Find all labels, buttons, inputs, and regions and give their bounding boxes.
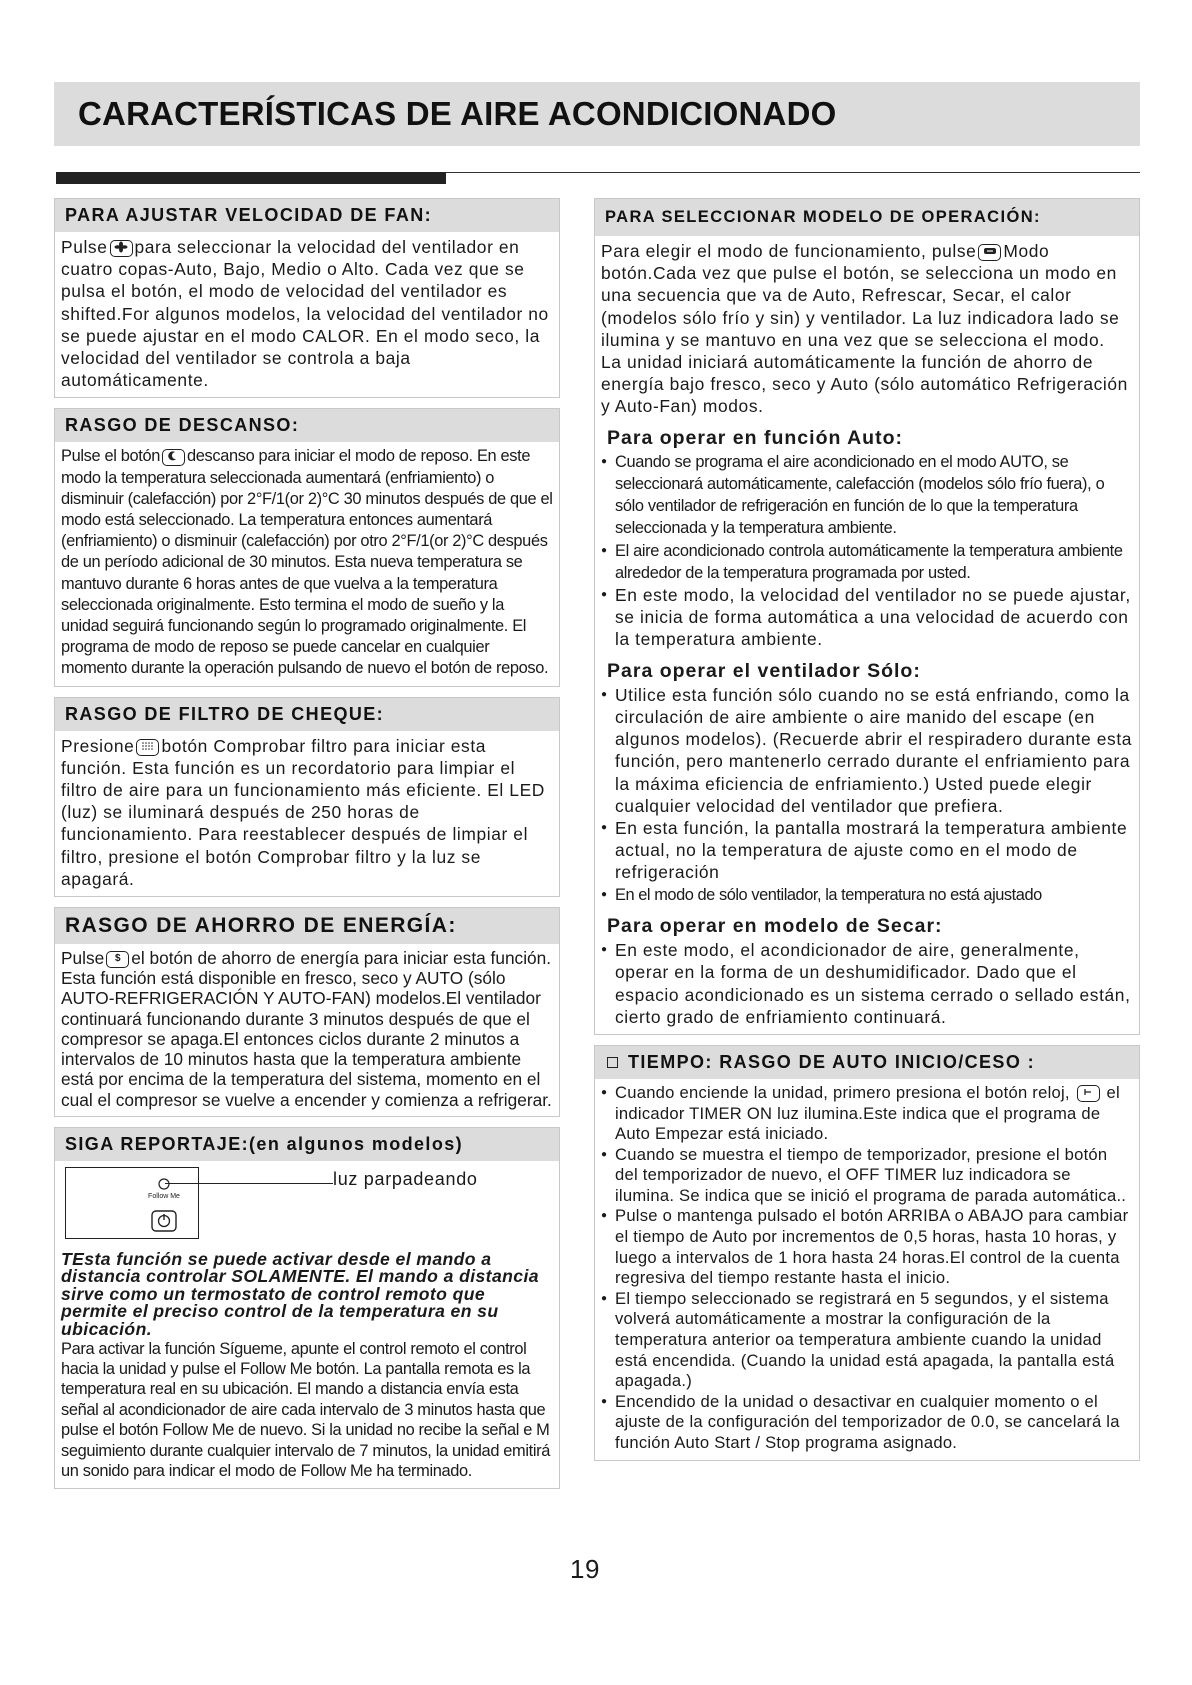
list-item: ● El aire acondicionado controla automáticamente la temperatura ambiente alrededor de la temperatura programada por usted. [601,540,1133,584]
filter-body [55,731,559,896]
timer-item1-b: el indicador TIMER ON luz ilumina.Este indica que el programa de Auto Empezar está iniciado. [615,1082,1120,1144]
page-number: 19 [570,1554,600,1584]
moon-icon [162,449,185,466]
sleep-section [54,408,560,686]
energy-section [54,907,560,1117]
energy-heading: RASGO DE AHORRO DE ENERGÍA: [55,908,559,944]
dollar-icon: $ [106,951,129,968]
auto-subtitle: Para operar en función Auto: [607,426,903,449]
header-rule-thin [446,172,1140,173]
follow-me-button-label: Follow Me [148,1192,180,1200]
mode-text-a: Para elegir el modo de funcionamiento, pulse [601,241,977,261]
mode-icon [978,244,1001,261]
remote-panel [65,1167,199,1239]
follow-me-body [55,1161,559,1488]
list-item: ● En esta función, la pantalla mostrará la temperatura ambiente actual, no la temperatura de ajuste como en el modo de refrigeración [601,817,1133,884]
mode-body [595,236,1139,1034]
follow-me-italic-note: TEsta función se puede activar desde el mando a distancia controlar SOLAMENTE. El mando a distancia sirve como un termostato de control remoto que permite el preciso control de la temperatura en su ubicación. [61,1248,539,1340]
list-item: ● En este modo, el acondicionador de aire, generalmente, operar en la forma de un deshumidificador. Dado que el espacio acondicionado es un sistema cerrado o sellado están, cierto grado de enfriamiento continuará. [601,939,1133,1028]
energy-text-b: el botón de ahorro de energía para iniciar esta función. Esta función está disponible en fresco, seco y AUTO (sólo AUTO-REFRIGERACIÓN Y AUTO-FAN) modelos.El ventilador continuará funcionando durante 3 minutos después de que el compresor se apaga.El entonces ciclos durante 2 minutos a intervalos de 10 minutos hasta que la temperatura ambiente está por encima de la temperatura del sistema, momento en el cual el compresor se vuelve a encender y comienza a refrigerar. [61,948,552,1110]
filter-section [54,697,560,897]
list-item: ● En el modo de sólo ventilador, la temperatura no está ajustado [601,884,1133,906]
mode-section [594,198,1140,1035]
sleep-text-a: Pulse el botón [61,447,160,466]
dry-list [601,939,1133,1028]
list-item: ● Cuando se muestra el tiempo de temporizador, presione el botón del temporizador de nuevo, el OFF TIMER luz indicadora se ilumina. Se indica que se inició el programa de parada automática.. [601,1145,1133,1207]
list-item: ● Cuando se programa el aire acondicionado en el modo AUTO, se seleccionará automáticamente, calefacción (modelos sólo frío fuera), o sólo ventilador de refrigeración en función de lo que la temperatura seleccionada y la temperatura ambiente. [601,451,1133,540]
timer-section [594,1045,1140,1461]
dry-subtitle: Para operar en modelo de Secar: [607,914,943,937]
filter-heading: RASGO DE FILTRO DE CHEQUE: [55,698,559,731]
auto-list [601,451,1133,651]
clock-icon [1077,1085,1100,1102]
list-item [601,1083,1133,1145]
timer-item1-a: Cuando enciende la unidad, primero presiona el botón reloj, [615,1082,1070,1102]
indicator-label: luz parpadeando [333,1168,478,1189]
fan-text-a: Pulse [61,237,108,257]
fan-text-b: para seleccionar la velocidad del ventilador en cuatro copas-Auto, Bajo, Medio o Alto. Cada vez que se pulsa el botón, el modo de velocidad del ventilador es shifted.For algunos modelos, la velocidad del ventilador no se puede ajustar en el modo CALOR. En el modo seco, la velocidad del ventilador se controla a baja automáticamente. [61,237,549,391]
timer-heading-text: TIEMPO: RASGO DE AUTO INICIO/CESO : [628,1051,1036,1072]
follow-me-section [54,1127,560,1489]
timer-heading [595,1046,1139,1079]
indicator-leader-line [165,1183,333,1184]
left-column [54,198,560,1499]
sleep-body [55,442,559,685]
list-item: ● Utilice esta función sólo cuando no se está enfriando, como la circulación de aire ambiente o aire manido del escape (en algunos modelos). (Recuerde abrir el respiradero durante esta función, pero mantenerlo cerrado durante el enfriamiento para la máxima eficiencia de enfriamiento.) Usted puede elegir cualquier velocidad del ventilador que prefiera. [601,684,1133,817]
fan-speed-heading: PARA AJUSTAR VELOCIDAD DE FAN: [55,199,559,232]
remote-panel-drawing [66,1168,198,1238]
timer-body [595,1079,1139,1460]
energy-body [55,944,559,1116]
fan-speed-body [55,232,559,397]
follow-me-text: Para activar la función Sígueme, apunte el control remoto el control hacia la unidad y pulse el Follow Me botón. La pantalla remota es la temperatura real en su ubicación. El mando a distancia envía esta señal al acondicionador de aire cada intervalo de 3 minutos hasta que pulse el botón Follow Me de nuevo. Si la unidad no recibe la señal e M seguimiento durante cualquier intervalo de 7 minutos, la unidad emitirá un sonido para indicar el modo de Follow Me ha terminado. [61,1339,551,1481]
follow-me-diagram [61,1165,553,1245]
fan-only-subtitle: Para operar el ventilador Sólo: [607,659,921,682]
list-item: ● En este modo, la velocidad del ventilador no se puede ajustar, se inicia de forma automática a una velocidad de acuerdo con la temperatura ambiente. [601,584,1133,651]
mode-text-c: La unidad iniciará automáticamente la función de ahorro de energía bajo fresco, seco y Auto (sólo automático Refrigeración y Auto-Fan) modos. [601,352,1128,417]
right-column [594,198,1140,1471]
fan-speed-section [54,198,560,398]
header-rule-thick [56,172,446,184]
energy-text-a: Pulse [61,948,105,969]
filter-text-a: Presione [61,735,135,756]
mode-text-b: Modo botón.Cada vez que pulse el botón, se selecciona un modo en una secuencia que va de Auto, Refrescar, Secar, el calor (modelos sólo frío y sin) y ventilador. La luz indicadora lado se ilumina y se mantuvo en una vez que se selecciona el modo. [601,241,1120,350]
sleep-text-b: descanso para iniciar el modo de reposo. En este modo la temperatura seleccionada aumentará (enfriamiento) o disminuir (calefacción) por 2°F/1(or 2)°C 30 minutos después de que el modo está seleccionado. La temperatura entonces aumentará (enfriamiento) o disminuir (calefacción) por otro 2°F/1(or 2)°C después de un período adicional de 30 minutos. Esta nueva temperatura se mantuvo durante 6 horas antes de que vuelva a la temperatura seleccionada originalmente. Esto termina el modo de sueño y la unidad seguirá funcionando según lo programado originalmente. El programa de modo de reposo se puede cancelar en cualquier momento durante la operación pulsando de nuevo el botón de reposo. [61,447,553,678]
mode-heading: PARA SELECCIONAR MODELO DE OPERACIÓN: [595,199,1139,236]
fan-only-list [601,684,1133,906]
title-bar [54,82,1140,146]
square-bullet-icon [607,1057,618,1068]
list-item: ● El tiempo seleccionado se registrará en 5 segundos, y el sistema volverá automáticamente a mostrar la configuración de la temperatura anterior oa temperatura ambiente cuando la unidad está encendida. (Cuando la unidad está apagada, la pantalla está apagada.) [601,1289,1133,1392]
timer-list [601,1083,1133,1454]
filter-icon [136,739,159,756]
sleep-heading: RASGO DE DESCANSO: [55,409,559,442]
list-item: ● Encendido de la unidad o desactivar en cualquier momento o el ajuste de la configuración del temporizador de 0.0, se cancelará la función Auto Start / Stop programa asignado. [601,1392,1133,1454]
page-title: CARACTERÍSTICAS DE AIRE ACONDICIONADO [78,95,837,132]
list-item: ● Pulse o mantenga pulsado el botón ARRIBA o ABAJO para cambiar el tiempo de Auto por incrementos de 0,5 horas, hasta 10 horas, y luego a intervalos de 1 hora hasta 24 horas.El control de la cuenta regresiva del tiempo restante hasta el inicio. [601,1206,1133,1288]
follow-me-heading: SIGA REPORTAJE:(en algunos modelos) [55,1128,559,1161]
filter-text-b: botón Comprobar filtro para iniciar esta función. Esta función es un recordatorio para limpiar el filtro de aire para un funcionamiento más eficiente. El LED (luz) se iluminará después de 250 horas de funcionamiento. Para reestablecer después de limpiar el filtro, presione el botón Comprobar filtro y la luz se apagará. [61,735,545,889]
fan-icon [110,240,133,257]
